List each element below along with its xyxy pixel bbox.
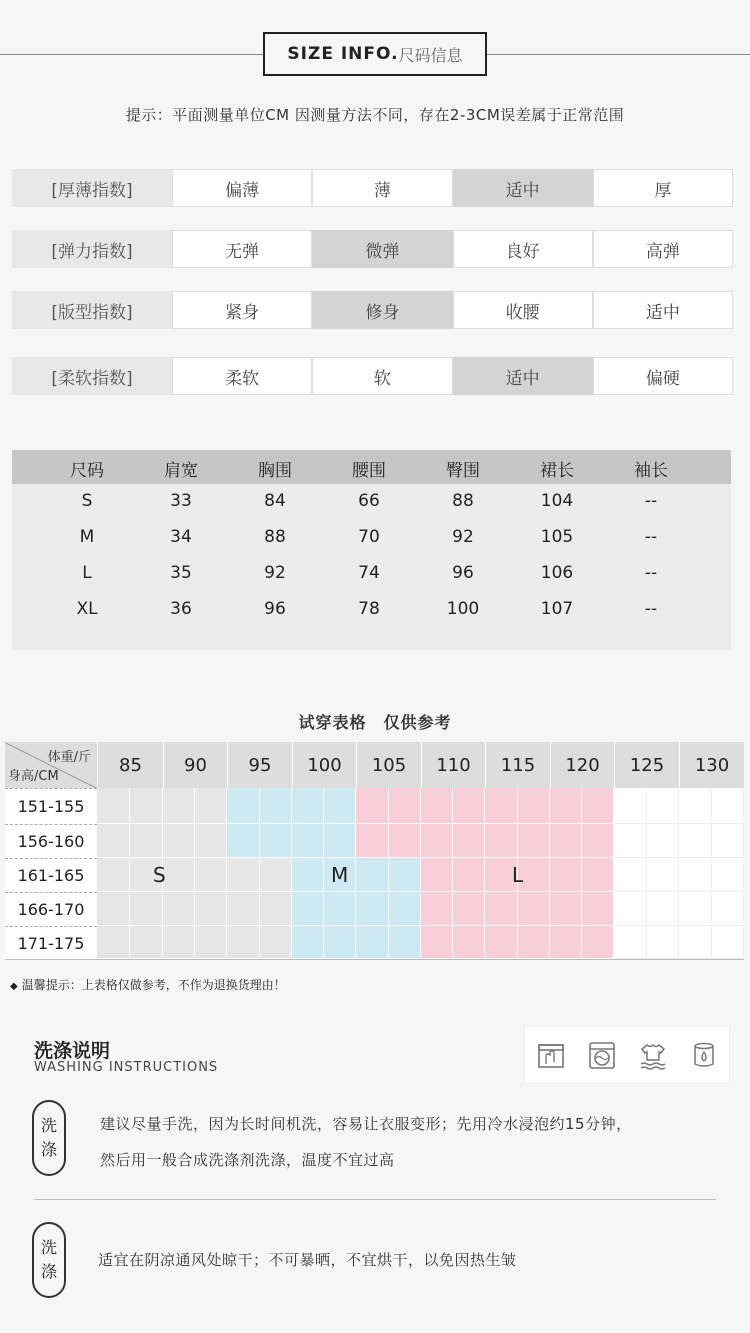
- height-header: 156-160: [5, 824, 97, 858]
- index-option: 厚: [593, 169, 733, 207]
- fit-cell: [389, 858, 421, 892]
- size-header-cell: 肩宽: [164, 461, 198, 481]
- height-axis-label: 身高/CM: [8, 769, 59, 784]
- fit-cell: [453, 788, 485, 824]
- index-option-selected: 适中: [453, 169, 593, 207]
- fit-cell: [97, 892, 130, 926]
- fit-cell: [421, 926, 453, 959]
- index-option: 良好: [453, 230, 593, 268]
- table-row: [12, 491, 731, 511]
- fit-cell: [679, 892, 712, 926]
- fit-cell: [227, 892, 260, 926]
- fit-cell: [227, 824, 260, 858]
- fit-cell: [712, 926, 744, 959]
- height-header: 151-155: [5, 788, 97, 824]
- weight-header: 130: [679, 742, 744, 788]
- machine-wash-icon: [587, 1040, 617, 1070]
- index-option: 柔软: [172, 357, 312, 395]
- size-cell: 84: [264, 491, 286, 511]
- wash-tag-char: 洗: [40, 1116, 57, 1135]
- fit-cell: [195, 892, 227, 926]
- weight-header: 105: [356, 742, 421, 788]
- size-cell: 34: [170, 527, 192, 547]
- fit-cell: [453, 926, 485, 959]
- fit-cell: [614, 788, 647, 824]
- header-rule-left: [0, 54, 263, 55]
- size-cell: 92: [264, 563, 286, 583]
- fit-cell: [679, 788, 712, 824]
- size-cell: M: [79, 527, 95, 547]
- fit-cell: [485, 824, 518, 858]
- index-option: 软: [312, 357, 452, 395]
- warm-tip-text: 温馨提示：上表格仅做参考，不作为退换货理由！: [21, 978, 286, 992]
- fit-cell: [130, 824, 163, 858]
- fit-cell: [712, 824, 744, 858]
- size-cell: 36: [170, 599, 192, 619]
- size-cell: 105: [540, 527, 574, 547]
- height-header: 161-165: [5, 858, 97, 892]
- fit-cell: [292, 926, 324, 959]
- size-label-m: M: [331, 863, 349, 887]
- fit-cell: [356, 892, 389, 926]
- size-cell: 107: [540, 599, 574, 619]
- care-icons: [524, 1026, 730, 1084]
- fit-cell: [97, 788, 130, 824]
- size-cell: 78: [358, 599, 380, 619]
- fit-cell: [518, 788, 550, 824]
- diamond-icon: ◆: [10, 981, 18, 992]
- fit-cell: [292, 788, 324, 824]
- fit-cell: [614, 926, 647, 959]
- size-cell: XL: [76, 599, 98, 619]
- fit-cell: [97, 824, 130, 858]
- index-option-selected: 微弹: [312, 230, 452, 268]
- size-cell: --: [644, 563, 658, 583]
- measure-tip: 提示：平面测量单位CM 因测量方法不同，存在2-3CM误差属于正常范围: [125, 106, 625, 124]
- fit-cell: [130, 788, 163, 824]
- size-header-cell: 臀围: [446, 461, 480, 481]
- size-header-cell: 胸围: [258, 461, 292, 481]
- size-cell: S: [81, 491, 93, 511]
- index-label: [柔软指数]: [12, 357, 172, 395]
- fit-cell: [679, 858, 712, 892]
- weight-header: 95: [227, 742, 292, 788]
- size-cell: 92: [452, 527, 474, 547]
- size-label-l: L: [512, 863, 524, 887]
- washing-title-en: WASHING INSTRUCTIONS: [34, 1060, 219, 1075]
- fit-cell: [421, 892, 453, 926]
- size-cell: 96: [452, 563, 474, 583]
- weight-header: 125: [614, 742, 679, 788]
- fit-cell: [647, 824, 679, 858]
- fit-cell: [227, 858, 260, 892]
- size-header-cell: 尺码: [70, 461, 104, 481]
- index-option: 薄: [312, 169, 452, 207]
- fit-cell: [550, 788, 582, 824]
- weight-header: 115: [485, 742, 550, 788]
- weight-header: 100: [292, 742, 356, 788]
- fit-cell: [614, 824, 647, 858]
- size-cell: L: [82, 563, 92, 583]
- fit-cell: [356, 926, 389, 959]
- index-row-softness: [12, 357, 733, 395]
- index-option: 偏硬: [593, 357, 733, 395]
- weight-header: 110: [421, 742, 485, 788]
- fit-cell: [647, 788, 679, 824]
- table-row: [12, 527, 731, 547]
- fit-cell: [647, 892, 679, 926]
- index-option: 收腰: [453, 291, 593, 329]
- wash-text-1: [100, 1106, 632, 1178]
- index-option: 适中: [593, 291, 733, 329]
- size-cell: --: [644, 599, 658, 619]
- size-cell: 100: [446, 599, 480, 619]
- size-label-s: S: [153, 863, 166, 887]
- index-label: [版型指数]: [12, 291, 172, 329]
- fit-cell: [614, 892, 647, 926]
- size-cell: 70: [358, 527, 380, 547]
- fit-cell: [260, 788, 292, 824]
- fit-cell: [679, 926, 712, 959]
- fit-cell: [260, 824, 292, 858]
- wash-text-2: [98, 1242, 517, 1278]
- fit-cell: [227, 926, 260, 959]
- fit-cell: [389, 892, 421, 926]
- fit-cell: [292, 892, 324, 926]
- fit-cell: [518, 892, 550, 926]
- fit-cell: [679, 824, 712, 858]
- fit-cell: [163, 788, 195, 824]
- size-header-cell: 袖长: [634, 461, 668, 481]
- dry-tag-char: 涤: [40, 1262, 57, 1281]
- drip-dry-icon: [638, 1040, 668, 1070]
- fit-cell: [195, 926, 227, 959]
- index-option: 无弹: [172, 230, 312, 268]
- fit-cell: [647, 858, 679, 892]
- fit-cell: [356, 858, 389, 892]
- height-header: 166-170: [5, 892, 97, 926]
- weight-header: 90: [163, 742, 227, 788]
- fit-cell: [356, 788, 389, 824]
- size-header-cell: 裙长: [540, 461, 574, 481]
- fit-cell: [712, 858, 744, 892]
- header-rule-right: [487, 54, 750, 55]
- fit-cell: [389, 926, 421, 959]
- fit-cell: [614, 858, 647, 892]
- size-cell: 88: [452, 491, 474, 511]
- table-row: [12, 599, 731, 619]
- title-cn: 尺码信息: [398, 45, 463, 65]
- index-option-selected: 修身: [312, 291, 452, 329]
- index-option: 偏薄: [172, 169, 312, 207]
- index-label: [厚薄指数]: [12, 169, 172, 207]
- fit-cell: [260, 858, 292, 892]
- size-cell: --: [644, 491, 658, 511]
- fit-cell: [195, 788, 227, 824]
- fit-chart-title: 试穿表格 仅供参考: [298, 713, 452, 732]
- index-option-selected: 适中: [453, 357, 593, 395]
- wash-tag-char: 涤: [40, 1140, 57, 1159]
- fit-cell: [550, 892, 582, 926]
- fit-cell: [260, 926, 292, 959]
- fit-cell: [356, 824, 389, 858]
- size-header-cell: 腰围: [352, 461, 386, 481]
- size-cell: 96: [264, 599, 286, 619]
- fit-cell: [453, 824, 485, 858]
- fit-cell: [195, 858, 227, 892]
- weight-axis-label: 体重/斤: [47, 750, 91, 765]
- fit-cell: [550, 926, 582, 959]
- wash-text-line: 建议尽量手洗，因为长时间机洗，容易让衣服变形；先用冷水浸泡约15分钟，: [100, 1115, 632, 1133]
- weight-header: 120: [550, 742, 614, 788]
- height-header: 171-175: [5, 926, 97, 959]
- fit-cell: [647, 926, 679, 959]
- fit-cell: [130, 926, 163, 959]
- fit-cell: [582, 926, 614, 959]
- index-option: 紧身: [172, 291, 312, 329]
- size-table-header: [12, 456, 731, 481]
- fit-cell: [130, 892, 163, 926]
- fit-cell: [453, 858, 485, 892]
- wash-tag: [32, 1100, 66, 1176]
- hand-wash-icon: [536, 1040, 566, 1070]
- fit-cell: [421, 824, 453, 858]
- title-en: SIZE INFO.: [287, 44, 399, 64]
- size-cell: --: [644, 527, 658, 547]
- divider: [34, 1199, 716, 1200]
- dry-tag: [32, 1222, 66, 1298]
- fit-cell: [712, 892, 744, 926]
- washing-title: 洗涤说明: [34, 1040, 111, 1062]
- fit-cell: [324, 824, 356, 858]
- fit-cell: [518, 926, 550, 959]
- fit-cell: [421, 858, 453, 892]
- fit-cell: [485, 892, 518, 926]
- size-cell: 106: [540, 563, 574, 583]
- fit-cell: [389, 824, 421, 858]
- index-option: 高弹: [593, 230, 733, 268]
- fit-cell: [550, 824, 582, 858]
- fit-cell: [163, 926, 195, 959]
- fit-cell: [389, 788, 421, 824]
- index-row-fit: [12, 291, 733, 329]
- warm-tip: [10, 976, 286, 993]
- fit-cell: [485, 788, 518, 824]
- wash-text-line: 然后用一般合成洗涤剂洗涤，温度不宜过高: [100, 1151, 395, 1169]
- fit-cell: [550, 858, 582, 892]
- fit-cell: [163, 858, 195, 892]
- fit-cell: [582, 824, 614, 858]
- fit-cell: [163, 892, 195, 926]
- fit-cell: [324, 892, 356, 926]
- dry-tag-char: 洗: [40, 1238, 57, 1257]
- fit-cell: [421, 788, 453, 824]
- wash-text-line: 适宜在阴凉通风处晾干；不可暴晒，不宜烘干，以免因热生皱: [98, 1251, 517, 1269]
- index-row-elasticity: [12, 230, 733, 268]
- fit-cell: [324, 788, 356, 824]
- fit-cell: [97, 858, 130, 892]
- page-title: [263, 32, 487, 76]
- size-cell: 88: [264, 527, 286, 547]
- fit-cell: [582, 858, 614, 892]
- fit-cell: [518, 824, 550, 858]
- fit-cell: [260, 892, 292, 926]
- fit-cell: [227, 788, 260, 824]
- fit-cell: [324, 926, 356, 959]
- fit-cell: [163, 824, 195, 858]
- size-cell: 33: [170, 491, 192, 511]
- fit-cell: [195, 824, 227, 858]
- size-cell: 35: [170, 563, 192, 583]
- fit-cell: [582, 788, 614, 824]
- fit-cell: [582, 892, 614, 926]
- fit-cell: [712, 788, 744, 824]
- table-row: [12, 563, 731, 583]
- detergent-icon: [689, 1040, 719, 1070]
- size-cell: 104: [540, 491, 574, 511]
- weight-header: 85: [97, 742, 163, 788]
- size-cell: 74: [358, 563, 380, 583]
- size-cell: 66: [358, 491, 380, 511]
- fit-cell: [292, 824, 324, 858]
- fit-cell: [453, 892, 485, 926]
- fit-cell: [485, 926, 518, 959]
- index-row-thickness: [12, 169, 733, 207]
- fit-cell: [292, 858, 324, 892]
- fit-cell: [97, 926, 130, 959]
- index-label: [弹力指数]: [12, 230, 172, 268]
